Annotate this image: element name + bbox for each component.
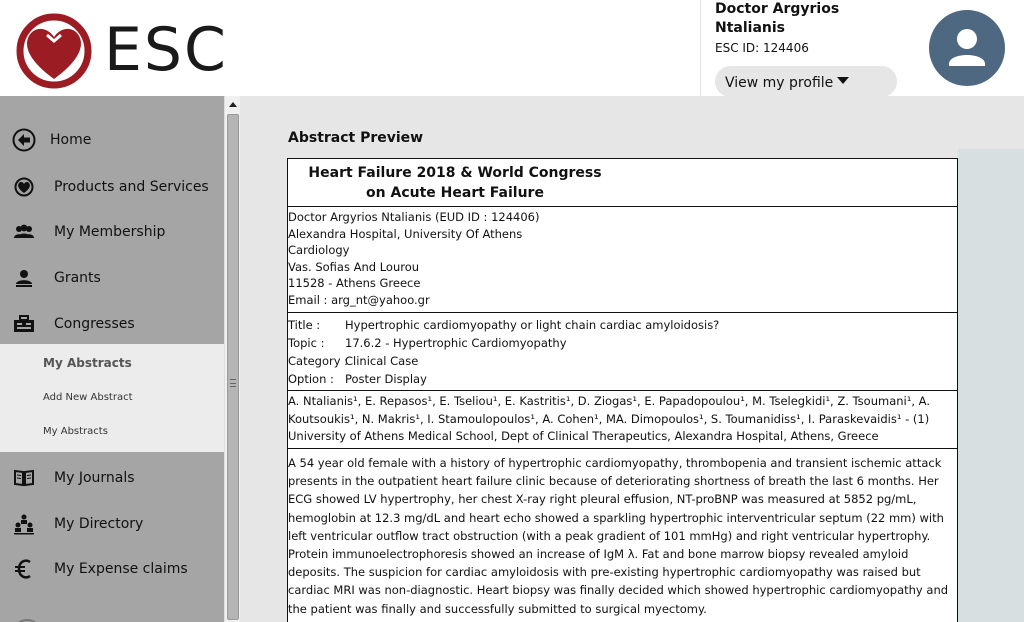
sidebar-item-label: My Directory	[54, 516, 144, 532]
sidebar-item-expense-claims[interactable]	[0, 549, 224, 589]
author-line: 11528 - Athens Greece	[288, 276, 421, 290]
euro-icon	[12, 557, 36, 581]
field-value: Poster Display	[345, 372, 427, 386]
sidebar-item-label: Congresses	[54, 316, 135, 332]
sidebar-item-membership[interactable]	[0, 212, 224, 252]
author-line: Alexandra Hospital, University Of Athens	[288, 226, 523, 241]
field-value: 17.6.2 - Hypertrophic Cardiomyopathy	[345, 336, 567, 350]
header	[0, 0, 1024, 96]
subnav-my-abstracts-2[interactable]: My Abstracts	[43, 426, 108, 437]
author-line: Vas. Sofias And Lourou	[288, 259, 420, 274]
sidebar-item-label: My Membership	[54, 224, 166, 240]
field-value: Hypertrophic cardiomyopathy or light chain cardiac amyloidosis?	[345, 318, 720, 332]
abstract-preview	[287, 158, 958, 622]
conference-section	[288, 159, 957, 207]
heart-icon	[12, 175, 36, 199]
author-line: Email : arg_nt@yahoo.gr	[288, 292, 430, 307]
fields-section	[288, 313, 957, 391]
sidebar-scrollbar[interactable]	[224, 96, 240, 622]
scroll-grip-icon	[230, 379, 236, 387]
scroll-thumb[interactable]	[227, 114, 239, 620]
sidebar-item-label: Home	[50, 132, 92, 148]
sidebar-item-label: Products and Services	[54, 179, 209, 195]
author-section	[288, 207, 957, 313]
field-row-title	[288, 316, 957, 334]
field-row-option	[288, 370, 957, 388]
esc-id: ESC ID: 124406	[715, 41, 809, 55]
subnav-add-new-abstract[interactable]: Add New Abstract	[43, 392, 133, 403]
esc-heart-logo-icon[interactable]	[14, 11, 94, 91]
user-name: Doctor Argyrios Ntalianis	[715, 1, 840, 36]
briefcase-icon	[12, 312, 36, 336]
back-arrow-icon	[12, 128, 36, 152]
authors-section: A. Ntalianis¹, E. Repasos¹, E. Tseliou¹, E. Kastritis¹, D. Ziogas¹, E. Papadopoulou¹, M. Tselegkidi¹, Z. Tsoumani¹, A. Koutsoukis¹, N. Makris¹, I. Stamoulopoulos¹, A. Cohen¹, MA. Dimopoulos¹, S. Toumanidiss¹, I. Paraskevaidis¹ - (1) University of Athens Medical School, Dept of Clinical Therapeutics, Alexandra Hospital, Athens, Greece	[288, 391, 957, 449]
abstract-body: A 54 year old female with a history of hypertrophic cardiomyopathy, thrombopenia and transient ischemic attack presents in the outpatient heart failure clinic because of deteriorating shortness of breath the last 6 months. Her ECG showed LV hypertrophy, her chest X-ray right pleural effusion, NT-proBNP was measured at 5852 pg/mL, hemoglobin at 12.3 mg/dL and heart echo showed a sparkling hypertrophic interventricular septum (22 mm) with left ventricular outflow tract obstruction (with a peak gradient of 101 mmHg) and right ventricular hypertrophy. Protein immunoelectrophoresis showed an increase of IgM λ. Fat and bone marrow biopsy revealed amyloid deposits. The suspicion for cardiac amyloidosis with pre-existing hypertrophic cardiomyopathy was raised but cardiac MRI was non-diagnostic. Heart biopsy was finally decided which showed hypertrophic cardiomyopathy and the patient was finally and successfully submitted to surgical myectomy.	[288, 456, 949, 616]
view-profile-label: View my profile	[725, 75, 834, 91]
sidebar-item-home[interactable]	[0, 120, 224, 160]
user-panel	[700, 0, 1024, 96]
page-title: Abstract Preview	[288, 130, 424, 146]
caret-down-icon	[837, 77, 849, 84]
sidebar	[0, 96, 224, 622]
sidebar-item-congresses[interactable]	[0, 304, 224, 344]
avatar-icon[interactable]	[929, 10, 1005, 86]
main-content	[240, 96, 1024, 622]
right-panel-background	[958, 149, 1024, 622]
person-icon	[12, 266, 36, 290]
sidebar-item-label: My Expense claims	[54, 561, 188, 577]
field-value: Clinical Case	[345, 354, 419, 368]
field-key: Title :	[288, 318, 321, 332]
conference-title: Heart Failure 2018 & World Congress on Acute Heart Failure	[308, 165, 602, 201]
hierarchy-icon	[12, 512, 36, 536]
sidebar-item-journals[interactable]	[0, 458, 224, 498]
congresses-subnav	[0, 344, 224, 452]
subnav-my-abstracts[interactable]: My Abstracts	[43, 356, 132, 370]
sidebar-item-label: Grants	[54, 270, 101, 286]
sidebar-item-directory[interactable]	[0, 504, 224, 544]
field-key: Topic :	[288, 336, 325, 350]
people-icon	[12, 220, 36, 244]
field-row-category	[288, 352, 957, 370]
author-line: Doctor Argyrios Ntalianis (EUD ID : 124406)	[288, 210, 540, 224]
scroll-up-arrow-icon[interactable]	[229, 102, 237, 107]
author-line: Cardiology	[288, 243, 350, 257]
book-icon	[12, 466, 36, 490]
view-profile-button[interactable]	[715, 66, 897, 97]
logo-text[interactable]: ESC	[104, 15, 228, 85]
field-key: Category :	[288, 354, 349, 368]
sidebar-item-label: My Journals	[54, 470, 135, 486]
sidebar-item-grants[interactable]	[0, 258, 224, 298]
field-key: Option :	[288, 372, 334, 386]
sidebar-item-products[interactable]	[0, 167, 224, 207]
field-row-topic	[288, 334, 957, 352]
